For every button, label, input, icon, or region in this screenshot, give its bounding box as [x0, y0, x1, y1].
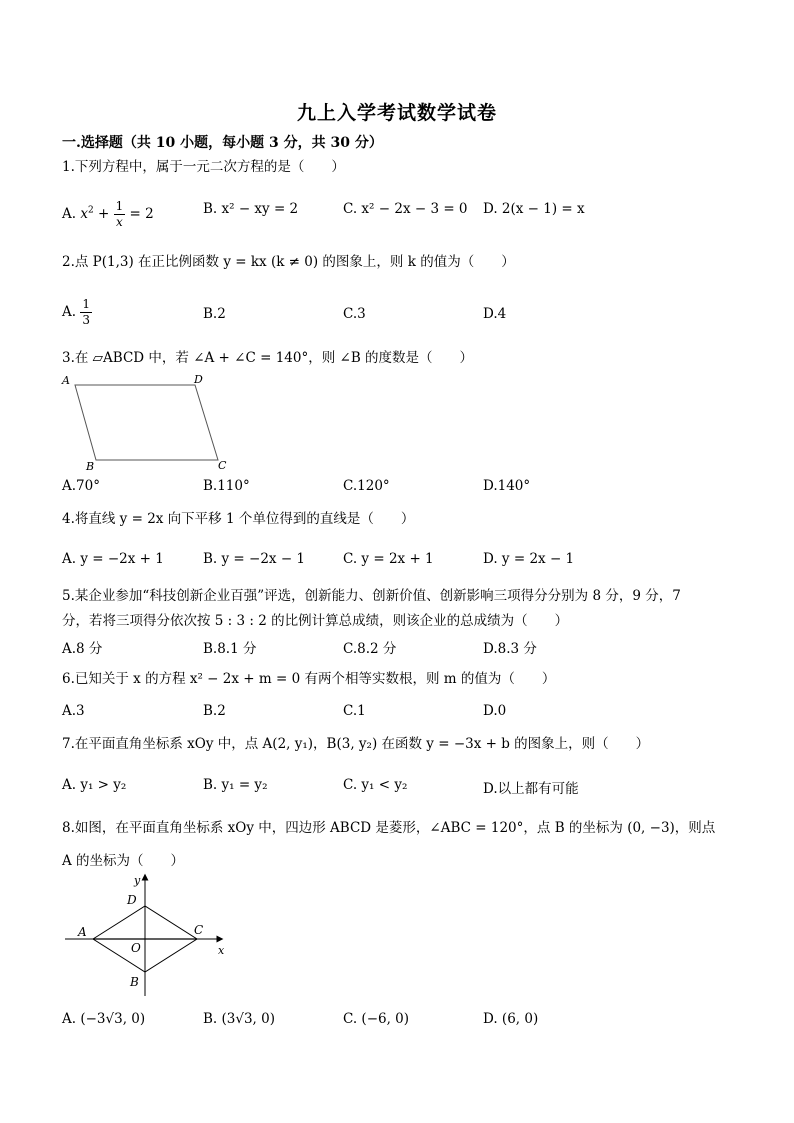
- q2-option-a: A. $\frac{1}{3}$: [62, 297, 90, 327]
- q6-option-b: B.2: [203, 703, 226, 719]
- q7-option-b: B. y₁ = y₂: [203, 777, 268, 793]
- question-8-stem-line1: 8.如图，在平面直角坐标系 xOy 中，四边形 ABCD 是菱形，∠ABC = 120°，点 B 的坐标为 (0, −3)，则点: [62, 820, 716, 836]
- q1-option-b: B. x² − xy = 2: [203, 201, 299, 217]
- q4-option-b: B. y = −2x − 1: [203, 551, 306, 567]
- question-4-stem: 4.将直线 y = 2x 向下平移 1 个单位得到的直线是（ ）: [62, 511, 415, 527]
- vertex-label-b: B: [130, 975, 139, 989]
- q1-option-d: D. 2(x − 1) = x: [483, 201, 585, 217]
- section-heading: 一.选择题（共 10 小题，每小题 3 分，共 30 分）: [62, 135, 383, 151]
- q6-option-a: A.3: [62, 703, 85, 719]
- q3-option-c: C.120°: [343, 478, 390, 494]
- rhombus-coordinate-figure: [60, 870, 240, 998]
- vertex-label-d: D: [194, 373, 203, 386]
- q4-option-d: D. y = 2x − 1: [483, 551, 575, 567]
- q3-option-a: A.70°: [62, 478, 100, 494]
- q7-option-c: C. y₁ < y₂: [343, 777, 408, 793]
- question-5-stem-line1: 5.某企业参加“科技创新企业百强”评选，创新能力、创新价值、创新影响三项得分分别为 8 分，9 分，7: [62, 588, 681, 604]
- question-7-stem: 7.在平面直角坐标系 xOy 中，点 A(2, y₁)，B(3, y₂) 在函数 y = −3x + b 的图象上，则（ ）: [62, 736, 650, 752]
- q7-option-a: A. y₁ > y₂: [62, 777, 127, 793]
- q7-option-d: D.以上都有可能: [483, 781, 579, 797]
- parallelogram-abcd: [75, 385, 218, 460]
- q2-option-c: C.3: [343, 306, 366, 322]
- page-title: 九上入学考试数学试卷: [296, 102, 497, 124]
- q2-option-b: B.2: [203, 306, 226, 322]
- q1-option-a: A. $x^2$ + $\frac{1}{x}$ = 2: [62, 199, 154, 229]
- vertex-label-d: D: [127, 893, 137, 907]
- axis-label-x: x: [218, 944, 225, 957]
- q6-option-c: C.1: [343, 703, 366, 719]
- q1-option-c: C. x² − 2x − 3 = 0: [343, 201, 468, 217]
- q4-option-c: C. y = 2x + 1: [343, 551, 434, 567]
- parallelogram-figure: [58, 370, 238, 474]
- q2-option-d: D.4: [483, 306, 507, 322]
- q6-option-d: D.0: [483, 703, 507, 719]
- vertex-label-c: C: [218, 459, 227, 472]
- q8-option-c: C. (−6, 0): [343, 1011, 410, 1027]
- q3-option-d: D.140°: [483, 478, 531, 494]
- axis-label-y: y: [134, 874, 141, 887]
- q5-option-a: A.8 分: [62, 641, 103, 657]
- question-5-stem-line2: 分，若将三项得分依次按 5 : 3 : 2 的比例计算总成绩，则该企业的总成绩为（ ）: [62, 613, 569, 629]
- q5-option-c: C.8.2 分: [343, 641, 397, 657]
- origin-label-o: O: [131, 941, 141, 955]
- vertex-label-b: B: [86, 460, 95, 473]
- question-8-stem-line2: A 的坐标为（ ）: [62, 853, 185, 869]
- question-3-stem: 3.在 ▱ABCD 中，若 ∠A + ∠C = 140°，则 ∠B 的度数是（ ）: [62, 350, 474, 366]
- vertex-label-c: C: [194, 923, 204, 937]
- q4-option-a: A. y = −2x + 1: [62, 551, 164, 567]
- question-6-stem: 6.已知关于 x 的方程 x² − 2x + m = 0 有两个相等实数根，则 m 的值为（ ）: [62, 671, 556, 687]
- q8-option-d: D. (6, 0): [483, 1011, 539, 1027]
- vertex-label-a: A: [78, 925, 87, 939]
- q3-option-b: B.110°: [203, 478, 250, 494]
- q5-option-d: D.8.3 分: [483, 641, 537, 657]
- vertex-label-a: A: [62, 374, 70, 387]
- q8-option-a: A. (−3√3, 0): [62, 1011, 146, 1027]
- question-1-stem: 1.下列方程中，属于一元二次方程的是（ ）: [62, 159, 345, 175]
- question-2-stem: 2.点 P(1,3) 在正比例函数 y = kx (k ≠ 0) 的图象上，则 k 的值为（ ）: [62, 254, 515, 270]
- q5-option-b: B.8.1 分: [203, 641, 257, 657]
- q8-option-b: B. (3√3, 0): [203, 1011, 275, 1027]
